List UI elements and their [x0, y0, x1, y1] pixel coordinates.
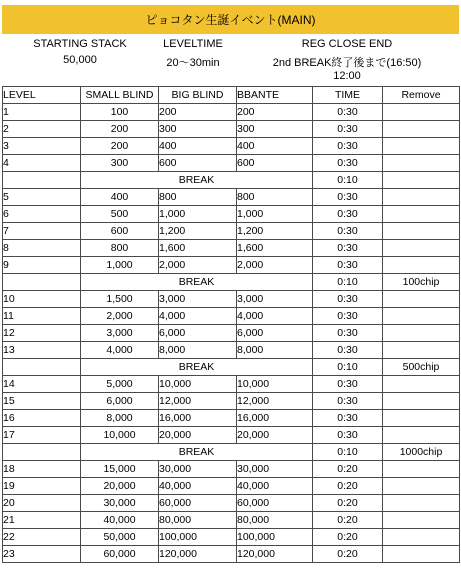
table-row [3, 495, 460, 512]
small-blind-cell: 2,000 [81, 308, 159, 325]
small-blind-cell: 100 [81, 104, 159, 121]
small-blind-cell: 60,000 [81, 546, 159, 563]
small-blind-cell: 30,000 [81, 495, 159, 512]
table-row [3, 104, 460, 121]
table-row [3, 155, 460, 172]
bbante-cell: 20,000 [237, 427, 313, 444]
bbante-cell: 16,000 [237, 410, 313, 427]
small-blind-cell: 800 [81, 240, 159, 257]
table-row [3, 325, 460, 342]
small-blind-cell: 500 [81, 206, 159, 223]
table-row [3, 308, 460, 325]
break-time: 0:10 [313, 359, 383, 376]
level-cell: 18 [3, 461, 81, 478]
table-row [3, 393, 460, 410]
level-cell: 5 [3, 189, 81, 206]
col-header-remove: Remove [383, 87, 460, 104]
small-blind-cell: 5,000 [81, 376, 159, 393]
table-row [3, 138, 460, 155]
bbante-cell: 100,000 [237, 529, 313, 546]
bbante-cell: 12,000 [237, 393, 313, 410]
reg-close-value: 2nd BREAK終了後まで(16:50) [272, 57, 422, 69]
break-row [3, 359, 460, 376]
break-level-cell [3, 274, 81, 291]
col-header-small-blind: SMALL BLIND [81, 87, 159, 104]
bbante-cell: 8,000 [237, 342, 313, 359]
bbante-cell: 800 [237, 189, 313, 206]
time-cell: 0:30 [313, 240, 383, 257]
remove-cell [383, 529, 460, 546]
remove-cell [383, 461, 460, 478]
level-cell: 23 [3, 546, 81, 563]
break-level-cell [3, 359, 81, 376]
remove-cell [383, 308, 460, 325]
level-cell: 7 [3, 223, 81, 240]
big-blind-cell: 16,000 [159, 410, 237, 427]
level-cell: 14 [3, 376, 81, 393]
starting-stack-label: STARTING STACK [33, 38, 127, 50]
big-blind-cell: 6,000 [159, 325, 237, 342]
bbante-cell: 120,000 [237, 546, 313, 563]
small-blind-cell: 15,000 [81, 461, 159, 478]
remove-cell [383, 342, 460, 359]
big-blind-cell: 12,000 [159, 393, 237, 410]
big-blind-cell: 60,000 [159, 495, 237, 512]
col-header-time: TIME [313, 87, 383, 104]
time-cell: 0:30 [313, 155, 383, 172]
time-cell: 0:30 [313, 342, 383, 359]
level-cell: 20 [3, 495, 81, 512]
break-time: 0:10 [313, 172, 383, 189]
time-cell: 0:30 [313, 104, 383, 121]
bbante-cell: 1,200 [237, 223, 313, 240]
time-cell: 0:30 [313, 325, 383, 342]
col-header-level: LEVEL [3, 87, 81, 104]
big-blind-cell: 10,000 [159, 376, 237, 393]
bbante-cell: 40,000 [237, 478, 313, 495]
remove-cell [383, 257, 460, 274]
small-blind-cell: 200 [81, 121, 159, 138]
bbante-cell: 3,000 [237, 291, 313, 308]
level-cell: 22 [3, 529, 81, 546]
big-blind-cell: 3,000 [159, 291, 237, 308]
bbante-cell: 60,000 [237, 495, 313, 512]
sheet-title: ピョコタン生誕イベント(MAIN) [2, 5, 459, 34]
big-blind-cell: 40,000 [159, 478, 237, 495]
table-body [3, 104, 460, 563]
break-time: 0:10 [313, 274, 383, 291]
time-cell: 0:30 [313, 427, 383, 444]
remove-cell [383, 291, 460, 308]
level-cell: 4 [3, 155, 81, 172]
break-label: BREAK [81, 444, 313, 461]
time-cell: 0:30 [313, 257, 383, 274]
small-blind-cell: 6,000 [81, 393, 159, 410]
small-blind-cell: 4,000 [81, 342, 159, 359]
time-cell: 0:30 [313, 121, 383, 138]
table-row [3, 546, 460, 563]
small-blind-cell: 8,000 [81, 410, 159, 427]
remove-cell [383, 393, 460, 410]
level-cell: 2 [3, 121, 81, 138]
remove-cell [383, 121, 460, 138]
big-blind-cell: 800 [159, 189, 237, 206]
remove-cell [383, 410, 460, 427]
table-row [3, 121, 460, 138]
small-blind-cell: 400 [81, 189, 159, 206]
remove-cell: 1000chip [383, 444, 460, 461]
break-time: 0:10 [313, 444, 383, 461]
level-cell: 1 [3, 104, 81, 121]
remove-cell [383, 223, 460, 240]
bbante-cell: 80,000 [237, 512, 313, 529]
remove-cell [383, 376, 460, 393]
break-level-cell [3, 172, 81, 189]
table-row [3, 189, 460, 206]
table-row [3, 410, 460, 427]
level-cell: 21 [3, 512, 81, 529]
remove-cell [383, 138, 460, 155]
time-cell: 0:20 [313, 478, 383, 495]
small-blind-cell: 200 [81, 138, 159, 155]
level-cell: 17 [3, 427, 81, 444]
time-cell: 0:20 [313, 512, 383, 529]
bbante-cell: 1,000 [237, 206, 313, 223]
remove-cell [383, 155, 460, 172]
table-row [3, 529, 460, 546]
time-cell: 0:20 [313, 495, 383, 512]
level-cell: 13 [3, 342, 81, 359]
remove-cell [383, 495, 460, 512]
bbante-cell: 600 [237, 155, 313, 172]
break-label: BREAK [81, 274, 313, 291]
level-cell: 19 [3, 478, 81, 495]
table-row [3, 376, 460, 393]
bbante-cell: 1,600 [237, 240, 313, 257]
level-cell: 16 [3, 410, 81, 427]
big-blind-cell: 30,000 [159, 461, 237, 478]
time-cell: 0:30 [313, 410, 383, 427]
remove-cell [383, 240, 460, 257]
time-cell: 0:30 [313, 291, 383, 308]
big-blind-cell: 80,000 [159, 512, 237, 529]
level-cell: 11 [3, 308, 81, 325]
time-cell: 0:20 [313, 461, 383, 478]
table-row [3, 427, 460, 444]
small-blind-cell: 600 [81, 223, 159, 240]
level-cell: 3 [3, 138, 81, 155]
table-row [3, 291, 460, 308]
big-blind-cell: 100,000 [159, 529, 237, 546]
leveltime-label: LEVELTIME [163, 38, 223, 50]
starting-stack-value: 50,000 [63, 54, 97, 66]
remove-cell [383, 104, 460, 121]
table-row [3, 478, 460, 495]
break-label: BREAK [81, 172, 313, 189]
reg-close-label: REG CLOSE END [301, 38, 393, 50]
big-blind-cell: 2,000 [159, 257, 237, 274]
small-blind-cell: 10,000 [81, 427, 159, 444]
table-row [3, 257, 460, 274]
break-level-cell [3, 444, 81, 461]
bbante-cell: 2,000 [237, 257, 313, 274]
time-cell: 0:30 [313, 308, 383, 325]
level-cell: 9 [3, 257, 81, 274]
big-blind-cell: 8,000 [159, 342, 237, 359]
break-row [3, 274, 460, 291]
col-header-bbante: BBANTE [237, 87, 313, 104]
remove-cell [383, 512, 460, 529]
time-cell: 0:30 [313, 376, 383, 393]
big-blind-cell: 120,000 [159, 546, 237, 563]
time-cell: 0:20 [313, 546, 383, 563]
level-cell: 6 [3, 206, 81, 223]
table-header-row [3, 87, 460, 104]
table-row [3, 461, 460, 478]
small-blind-cell: 300 [81, 155, 159, 172]
big-blind-cell: 200 [159, 104, 237, 121]
remove-cell [383, 172, 460, 189]
remove-cell: 100chip [383, 274, 460, 291]
time-cell: 0:20 [313, 529, 383, 546]
bbante-cell: 6,000 [237, 325, 313, 342]
big-blind-cell: 1,200 [159, 223, 237, 240]
bbante-cell: 10,000 [237, 376, 313, 393]
bbante-cell: 4,000 [237, 308, 313, 325]
bbante-cell: 300 [237, 121, 313, 138]
leveltime-value: 20～30min [166, 57, 220, 69]
small-blind-cell: 3,000 [81, 325, 159, 342]
small-blind-cell: 1,000 [81, 257, 159, 274]
table-row [3, 240, 460, 257]
bbante-cell: 200 [237, 104, 313, 121]
table-row [3, 206, 460, 223]
break-label: BREAK [81, 359, 313, 376]
break-row [3, 444, 460, 461]
big-blind-cell: 300 [159, 121, 237, 138]
bbante-cell: 400 [237, 138, 313, 155]
remove-cell [383, 546, 460, 563]
big-blind-cell: 600 [159, 155, 237, 172]
big-blind-cell: 1,000 [159, 206, 237, 223]
big-blind-cell: 20,000 [159, 427, 237, 444]
small-blind-cell: 20,000 [81, 478, 159, 495]
small-blind-cell: 1,500 [81, 291, 159, 308]
remove-cell [383, 427, 460, 444]
table-row [3, 512, 460, 529]
time-cell: 0:30 [313, 138, 383, 155]
level-cell: 15 [3, 393, 81, 410]
remove-cell [383, 325, 460, 342]
big-blind-cell: 1,600 [159, 240, 237, 257]
big-blind-cell: 400 [159, 138, 237, 155]
level-cell: 8 [3, 240, 81, 257]
big-blind-cell: 4,000 [159, 308, 237, 325]
table-row [3, 223, 460, 240]
small-blind-cell: 50,000 [81, 529, 159, 546]
break-row [3, 172, 460, 189]
table-row [3, 342, 460, 359]
level-cell: 12 [3, 325, 81, 342]
remove-cell [383, 189, 460, 206]
time-cell: 0:30 [313, 189, 383, 206]
reg-close-time: 12:00 [333, 70, 361, 82]
col-header-big-blind: BIG BLIND [159, 87, 237, 104]
blind-structure-table [2, 86, 460, 563]
small-blind-cell: 40,000 [81, 512, 159, 529]
remove-cell: 500chip [383, 359, 460, 376]
time-cell: 0:30 [313, 223, 383, 240]
time-cell: 0:30 [313, 206, 383, 223]
bbante-cell: 30,000 [237, 461, 313, 478]
remove-cell [383, 478, 460, 495]
remove-cell [383, 206, 460, 223]
time-cell: 0:30 [313, 393, 383, 410]
level-cell: 10 [3, 291, 81, 308]
